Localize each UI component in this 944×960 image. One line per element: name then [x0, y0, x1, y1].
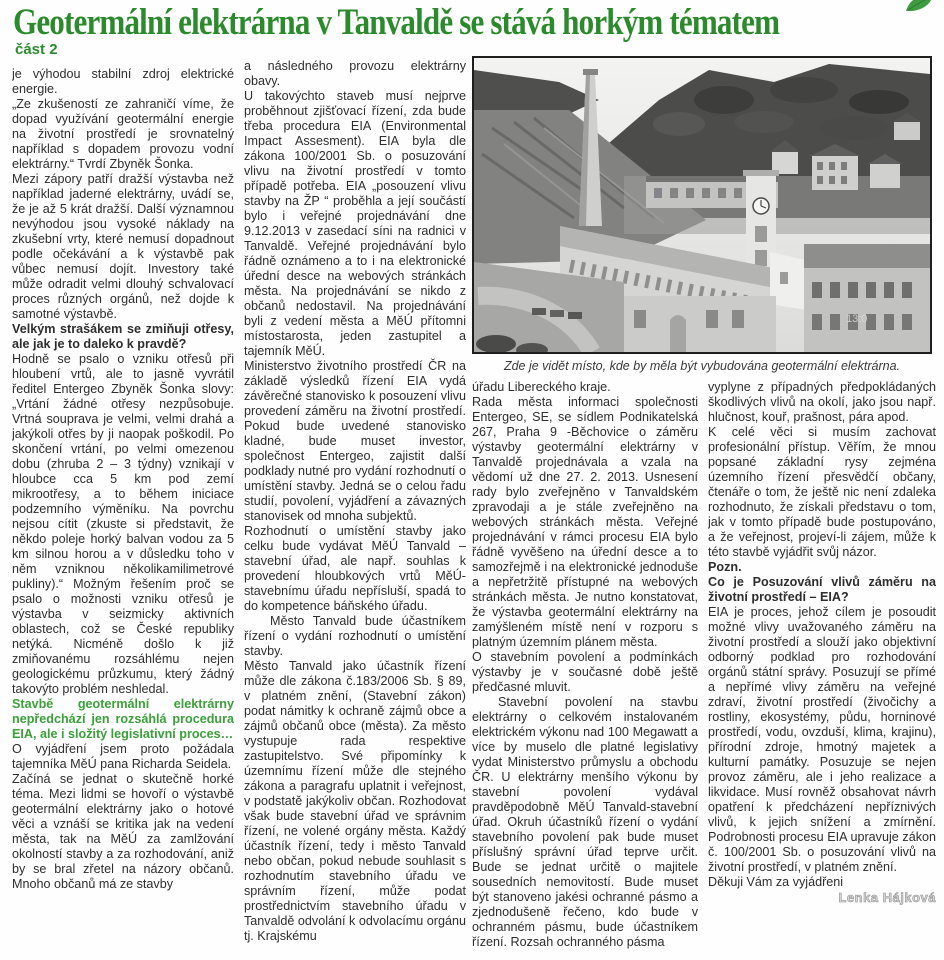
article-paragraph: Hodně se psalo o vzniku otřesů při hloubení vrtů, ale to jasně vyvrátil ředitel Entergeo Zbyněk Šonka slovy: „Vrtání žádné otřesy nezpůsobuje. Vrtná souprava je velmi, velmi drahá a jakýkoli otřes by ji naopak poškodil. Po skončení vrtání, po velmi omezenou dobu (zhruba 2 – 3 týdny) vznikají v hloubce cca 5 km pod zemí mikrootřesy, a to během iniciace podzemního výměníku. Na povrchu nejsou cítit (zkuste si představit, že někdo poleje horký balvan vodou za 5 km silnou horou a v důsledku toho v něm vzniknou několikamilimetrové pukliny).“ Možným řešením proč se psalo o možnosti vzniku otřesů je výstavba v seizmicky aktivních oblastech, což se České republiky netýká. Nicméně došlo k již zmiňovanému rozsáhlému nejen geologickému průzkumu, který žádný takovýto problém neshledal.: [12, 352, 234, 696]
article-paragraph: Mezi zápory patří dražší výstavba než například jaderné elektrárny, uvádí se, že je až 5 krát dražší. Další významnou nevýhodou jsou vysoké náklady na zkušební vrty, které nemusí dopadnout podle očekávání a k výstavbě pak vůbec nemusí dojít. Investory také může odradit velmi dlouhý schvalovací proces různých orgánů, než dojde k samotné výstavbě.: [12, 172, 234, 321]
aerial-photo-geothermal-site: [472, 56, 932, 354]
article-paragraph: Ministerstvo životního prostředí ČR na základě výsledků řízení EIA vydá závěrečné stanovisko k posouzení vlivu provedení záměru na životní prostředí. Pokud bude uvedené stanovisko kladné, bude muset investor, společnost Entergeo, zajistit další podklady nutné pro vydání rozhodnutí o umístění stavby. Jedná se o celou řadu studií, povolení, vyjádření a závazných stanovisek od mnoha subjektů.: [244, 359, 466, 523]
text-column-1: [12, 67, 234, 959]
leaf-icon: [904, 0, 936, 18]
author-signature: Lenka Hájková: [838, 890, 936, 905]
photo-caption: Zde je vidět místo, kde by měla být vybudována geotermální elektrárna.: [503, 359, 901, 373]
article-paragraph: Začíná se jednat o skutečně horké téma. Mezi lidmi se hovoří o výstavbě geotermální elektrárny jako o hotové věci a vznáší se kritika jak na vedení města, tak na MěÚ za zamlžování okolností stavby a za rozhodování, aniž by se bral zřetel na názory občanů. Mnoho občanů má ze stavby: [12, 772, 234, 891]
text-column-3: [472, 380, 698, 959]
article-paragraph: úřadu Libereckého kraje.: [472, 380, 611, 394]
article-headline-text: Geotermální elektrárna v Tanvaldě se stává horkým tématem: [13, 2, 780, 43]
article-paragraph: „Ze zkušeností ze zahraničí víme, že dopad využívání geotermální energie na životní prostředí je srovnatelný například s dopadem provozu vodní elektrárny.“ Tvrdí Zbyněk Šonka.: [12, 97, 234, 171]
text-column-2: [244, 59, 466, 959]
article-paragraph: vyplyne z případných předpokládaných škodlivých vlivů na okolí, jako jsou např. hlučnost, kouř, prašnost, pára apod.: [708, 380, 936, 424]
text-column-4: [708, 380, 936, 959]
article-paragraph: K celé věci si musím zachovat profesionální přístup. Věřím, že mnou popsané základní rysy zejména územního řízení přesvědčí občany, čtenáře o tom, že ještě nic není zdaleka rozhodnuto, že získali představu o tom, jak v tomto případě bude postupováno, a že veřejnost, projeví-li zájem, může k této stavbě vyjádřit svůj názor.: [708, 425, 936, 559]
article-paragraph: EIA je proces, jehož cílem je posoudit možné vlivy uvažovaného záměru na životní prostředí a slouží jako objektivní odborný podklad pro rozhodování orgánů státní správy. Posuzují se přímé a nepřímé vlivy záměru na veřejné zdraví, životní prostředí (živočichy a rostliny, ekosystémy, půdu, horninové prostředí, vodu, ovzduší, klima, krajinu), přírodní zdroje, hmotný majetek a kulturní památky. Posuzuje se nejen provoz záměru, ale i jeho realizace a likvidace. Musí rovněž obsahovat návrh opatření k předcházení nepříznivých vlivů, k jejich snížení a zmírnění. Podrobnosti procesu EIA upravuje zákon č. 100/2001 Sb. o posuzování vlivů na životní prostředí, v platném znění.: [708, 605, 936, 874]
article-paragraph: Město Tanvald bude účastníkem řízení o vydání rozhodnutí o umístění stavby.: [244, 614, 466, 658]
article-paragraph: Město Tanvald jako účastník řízení může dle zákona č.183/2006 Sb. § 89, v platném znění, (Stavební zákon) podat námitky k ochraně zájmů obce a zájmů občanů obce (města). Za město vystupuje rada respektive zastupitelstvo. Své připomínky k územnímu řízení může dle stejného zákona a paragrafu uplatnit i veřejnost, v podstatě jakýkoliv občan. Rozhodovat však bude stavební úřad ve správnim řízení, ne volené orgány města. Každý účastník řízení, tedy i město Tanvald nebo občan, pokud nebude souhlasit s rozhodnutím stavebního úřadu ve správním řízení, může podat prostřednictvím stavebního úřadu v Tanvaldě odvolání k odvolacímu orgánu tj. Krajskému: [244, 659, 466, 943]
article-paragraph: O vyjádření jsem proto požádala tajemníka MěÚ pana Richarda Seidela.: [12, 742, 234, 771]
article-headline: [13, 1, 925, 44]
article-paragraph: U takovýchto staveb musí nejprve proběhnout zjišťovací řízení, zda bude třeba procedura EIA (Environmental Impact Assesment). EIA byla dle zákona 100/2001 Sb. o posuzování vlivu na životní prostředí v tomto případě potřeba. EIA „posouzení vlivu stavby na ŽP “ proběhla a její součástí bylo i veřejné projednávání dne 9.12.2013 v zasedací síni na radnici v Tanvaldě. Veřejné projednávání bylo řádně oznámeno a to i na elektronické úřední desce na webových stránkách města. Na projednávání se nikdo z občanů nedostavil. Na projednávání byli z vedení města a MěÚ přítomni místostarosta, jeden zastupitel a tajemník MěÚ.: [244, 89, 466, 358]
article-paragraph: Děkuji Vám za vyjádřeni: [708, 875, 844, 889]
article-paragraph: je výhodou stabilní zdroj elektrické energie.: [12, 67, 234, 96]
section-subhead: Velkým strašákem se zmiňuji otřesy, ale jak je to daleko k pravdě?: [12, 322, 234, 351]
photo-timestamp-mark: 13:0: [846, 313, 868, 325]
section-subhead-green: Stavbě geotermální elektrárny nepředchází jen rozsáhlá procedura EIA, ale i složitý legislativní proces…: [12, 697, 234, 741]
article-paragraph: Stavební povolení na stavbu elektrárny o celkovém instalovaném elektrickém výkonu nad 100 Megawatt a více by muselo dle platné legislativy vydat Ministerstvo průmyslu a obchodu ČR. U elektrárny menšího výkonu by stavební povolení vydával pravděpodobně MěÚ Tanvald-stavební úřad. Okruh účastníků řízení o vydání stavebního povolení pak bude muset příslušný správní úřad teprve určit. Bude se jednat určitě o majitele sousedních nemovitostí. Bude muset být stanoveno jakési ochranné pásmo a zjednodušeně řečeno, kdo bude v ochranném pásmu, bude účastníkem řízení. Rozsah ochranného pásma: [472, 695, 698, 949]
article-paragraph: Rada města informaci společnosti Entergeo, SE, se sídlem Podnikatelská 267, Praha 9 -Běchovice o záměru výstavby geotermální elektrárny v Tanvaldě projednávala a vzala na vědomí už dne 27. 2. 2013. Usnesení rady bylo zveřejněno v Tanvaldském zpravodaji a je stále zveřejněno na webových stránkách města. Veřejné projednávání v rámci procesu EIA bylo řádně vyvěšeno na úřední desce a to samozřejmě i na elektronické jednoduše a nepřetržitě přístupné na webových stránkách města. Je nutno konstatovat, že výstavba geotermální elektrárny na zamýšleném místě není v rozporu s platným územním plánem města.: [472, 395, 698, 649]
section-subhead: Co je Posuzování vlivů záměru na životní prostředí – EIA?: [708, 575, 936, 604]
article-part-label: část 2: [15, 41, 58, 58]
article-paragraph: O stavebním povolení a podmínkách výstavby je v současné době ještě předčasné mluvit.: [472, 650, 698, 694]
photo-figure: [472, 56, 932, 373]
article-paragraph: a následného provozu elektrárny obavy.: [244, 59, 466, 88]
article-paragraph: Rozhodnutí o umístění stavby jako celku bude vydávat MěÚ Tanvald – stavební úřad, ale např. souhlas k provedení hloubkových vrtů MěÚ-stavebnímu úřadu nepřísluší, spadá to do kompetence báňského úřadu.: [244, 524, 466, 613]
section-subhead: Pozn.: [708, 560, 742, 574]
